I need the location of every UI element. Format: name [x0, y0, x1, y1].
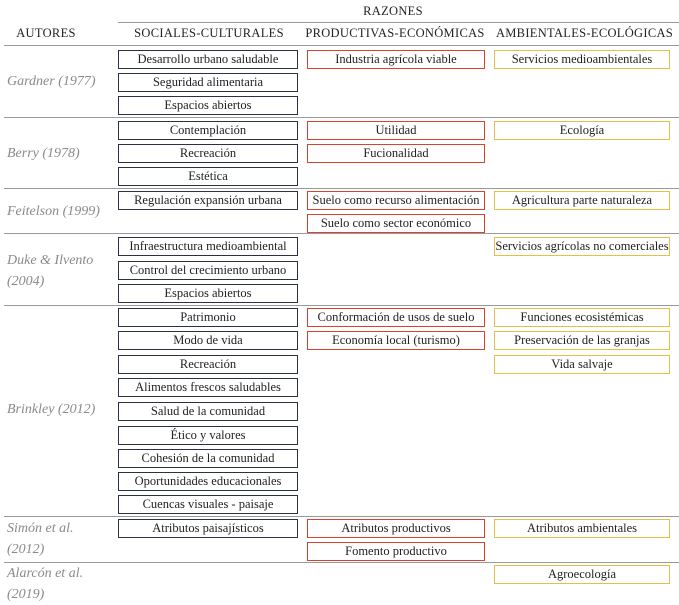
- social-reason-box: Atributos paisajísticos: [118, 519, 298, 538]
- social-reason-box: Patrimonio: [118, 308, 298, 327]
- razones-underline: [118, 22, 679, 23]
- social-reason-box: Cuencas visuales - paisaje: [118, 495, 298, 514]
- productive-reason-box: Utilidad: [307, 121, 485, 140]
- author-label-line: (2019): [7, 587, 45, 602]
- social-reason-box: Contemplación: [118, 121, 298, 140]
- row-divider: [4, 188, 679, 189]
- razones-header: RAZONES: [363, 4, 423, 18]
- author-label: [7, 563, 83, 605]
- author-label: Berry (1978): [7, 146, 80, 161]
- productive-reason-box: Economía local (turismo): [307, 331, 485, 350]
- social-reason-box: Espacios abiertos: [118, 96, 298, 115]
- social-reason-box: Salud de la comunidad: [118, 402, 298, 421]
- environmental-reason-box: Preservación de las granjas: [494, 331, 670, 350]
- social-column-header: SOCIALES-CULTURALES: [134, 26, 284, 40]
- header-divider: [4, 45, 679, 46]
- social-reason-box: Alimentos frescos saludables: [118, 378, 298, 397]
- row-divider: [4, 117, 679, 118]
- environmental-reason-box: Agricultura parte naturaleza: [494, 191, 670, 210]
- environmental-reason-box: Servicios medioambientales: [494, 50, 670, 69]
- row-divider: [4, 233, 679, 234]
- social-reason-box: Control del crecimiento urbano: [118, 261, 298, 280]
- productive-reason-box: Fomento productivo: [307, 542, 485, 561]
- author-label-line: Duke & Ilvento: [7, 253, 94, 268]
- social-reason-box: Estética: [118, 167, 298, 186]
- row-divider: [4, 516, 679, 517]
- author-label: [7, 250, 93, 292]
- environmental-reason-box: Atributos ambientales: [494, 519, 670, 538]
- social-reason-box: Infraestructura medioambiental: [118, 237, 298, 256]
- social-reason-box: Cohesión de la comunidad: [118, 449, 298, 468]
- productive-column-header: PRODUCTIVAS-ECONÓMICAS: [305, 26, 485, 40]
- row-divider: [4, 305, 679, 306]
- author-label: Feitelson (1999): [7, 204, 100, 219]
- environmental-reason-box: Servicios agrícolas no comerciales: [494, 237, 670, 256]
- productive-reason-box: Fucionalidad: [307, 144, 485, 163]
- author-label: Gardner (1977): [7, 74, 96, 89]
- environmental-reason-box: Vida salvaje: [494, 355, 670, 374]
- productive-reason-box: Suelo como sector económico: [307, 214, 485, 233]
- productive-reason-box: Conformación de usos de suelo: [307, 308, 485, 327]
- social-reason-box: Modo de vida: [118, 331, 298, 350]
- social-reason-box: Ético y valores: [118, 426, 298, 445]
- environmental-column-header: AMBIENTALES-ECOLÓGICAS: [495, 26, 674, 40]
- author-label-line: Alarcón et al.: [7, 566, 84, 581]
- author-label: [7, 518, 74, 560]
- environmental-reason-box: Ecología: [494, 121, 670, 140]
- social-reason-box: Espacios abiertos: [118, 284, 298, 303]
- author-label-line: Simón et al.: [7, 521, 74, 536]
- productive-reason-box: Industria agrícola viable: [307, 50, 485, 69]
- social-reason-box: Regulación expansión urbana: [118, 191, 298, 210]
- environmental-reason-box: Agroecología: [494, 565, 670, 584]
- environmental-reason-box: Funciones ecosistémicas: [494, 308, 670, 327]
- social-reason-box: Desarrollo urbano saludable: [118, 50, 298, 69]
- productive-reason-box: Atributos productivos: [307, 519, 485, 538]
- author-label-line: (2012): [7, 542, 45, 557]
- social-reason-box: Recreación: [118, 355, 298, 374]
- productive-reason-box: Suelo como recurso alimentación: [307, 191, 485, 210]
- author-label-line: (2004): [7, 274, 45, 289]
- social-reason-box: Seguridad alimentaria: [118, 73, 298, 92]
- social-reason-box: Recreación: [118, 144, 298, 163]
- author-label: Brinkley (2012): [7, 402, 96, 417]
- autores-header: AUTORES: [16, 26, 76, 40]
- row-divider: [4, 562, 679, 563]
- social-reason-box: Oportunidades educacionales: [118, 472, 298, 491]
